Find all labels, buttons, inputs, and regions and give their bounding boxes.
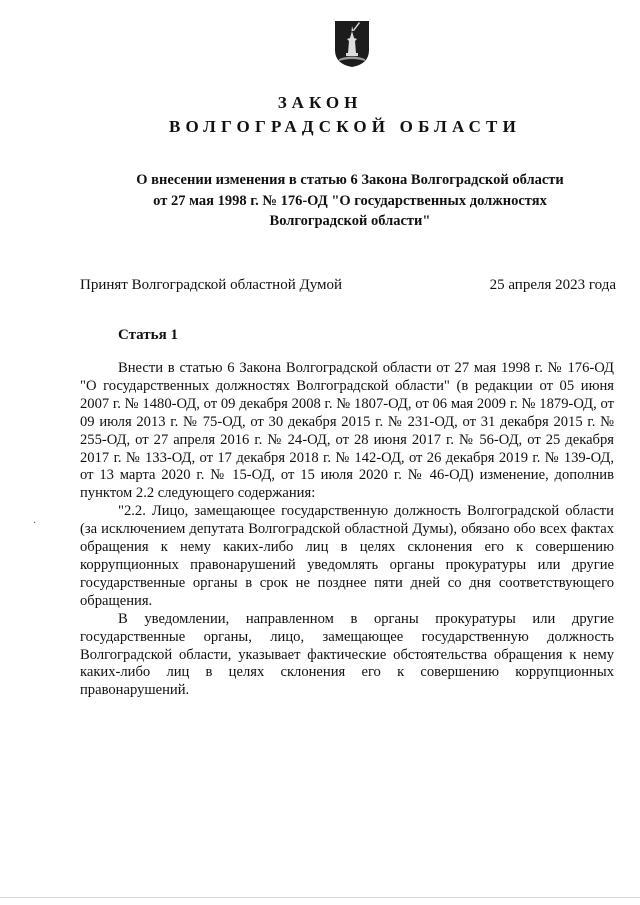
subject-line: Волгоградской области" [269, 213, 431, 229]
article-paragraph: Внести в статью 6 Закона Волгоградской области от 27 мая 1998 г. № 176-ОД "О государственных должностях Волгоградской области" (в редакции от 05 июня 2007 г. № 1480-ОД, от 09 декабря 2008 г. № 1807-ОД, от 06 мая 2009 г. № 1879-ОД, от 09 июля 2013 г. № 75-ОД, от 30 декабря 2015 г. № 231-ОД, от 31 декабря 2015 г. № 255-ОД, от 27 апреля 2016 г. № 24-ОД, от 28 июня 2017 г. № 56-ОД, от 25 декабря 2017 г. № 133-ОД, от 17 декабря 2018 г. № 142-ОД, от 26 декабря 2019 г. № 139-ОД, от 13 марта 2020 г. № 15-ОД, от 15 июля 2020 г. № 46-ОД) изменение, дополнив пунктом 2.2 следующего содержания: [80, 360, 614, 502]
law-title: ЗАКОН [277, 93, 363, 112]
coat-of-arms-icon [334, 20, 370, 68]
subject-line: О внесении изменения в статью 6 Закона Волгоградской области [136, 172, 564, 188]
scan-divider [0, 897, 640, 898]
margin-mark: · [33, 518, 37, 529]
article-title: Статья 1 [118, 327, 178, 343]
subject-line: от 27 мая 1998 г. № 176-ОД "О государственных должностях [153, 192, 547, 209]
adopted-by: Принят Волгоградской областной Думой [80, 277, 343, 293]
law-region: ВОЛГОГРАДСКОЙ ОБЛАСТИ [168, 117, 522, 136]
article-paragraph: В уведомлении, направленном в органы прокуратуры или другие государственные органы, лицо, замещающее государственную должность Волгоградской области, указывает фактические обстоятельства обращения к нему каких-либо лиц в целях склонения его к совершению коррупционных правонарушений. [80, 610, 614, 699]
article-body [80, 360, 614, 700]
adoption-date: 25 апреля 2023 года [489, 277, 616, 293]
article-paragraph: "2.2. Лицо, замещающее государственную должность Волгоградской области (за исключением депутата Волгоградской областной Думы), обязано обо всех фактах обращения к нему каких-либо лиц в целях склонения его к совершению коррупционных правонарушений уведомлять органы прокуратуры или другие государственные органы в срок не позднее пяти дней со дня соответствующего обращения. [80, 503, 614, 609]
law-subject [100, 170, 600, 232]
